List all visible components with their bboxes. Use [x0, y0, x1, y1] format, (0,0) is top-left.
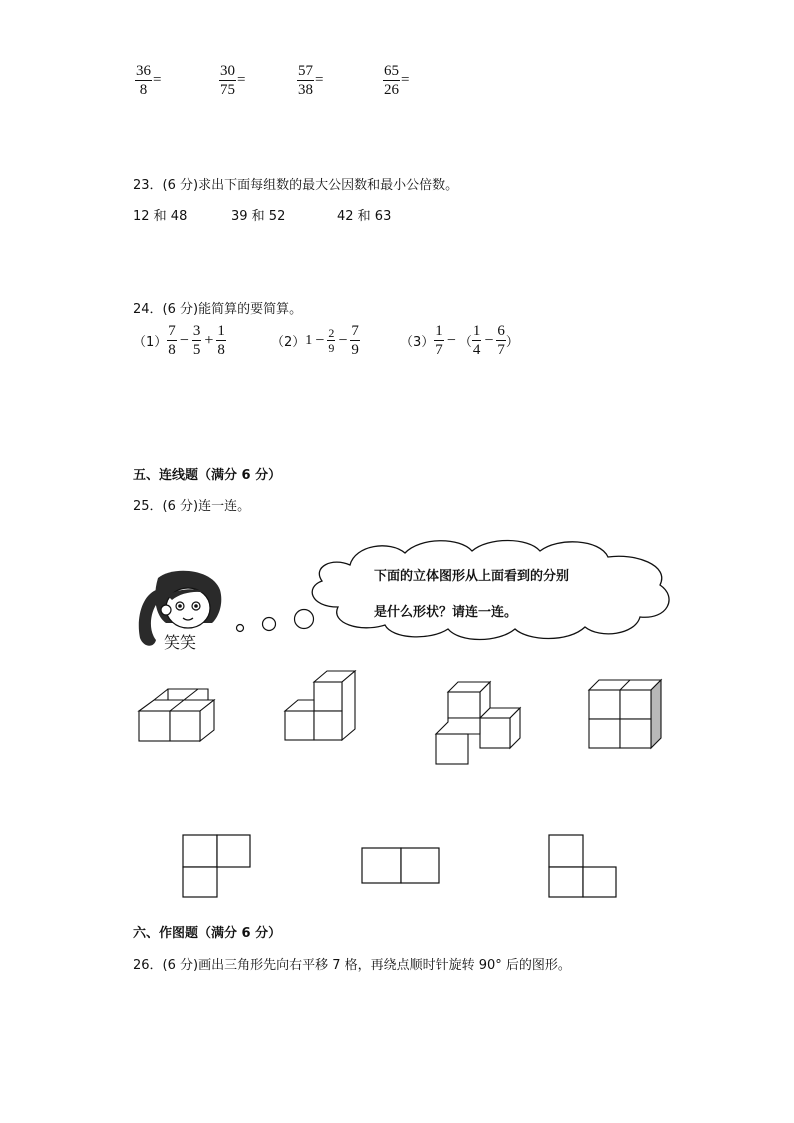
equals-sign: = [315, 72, 324, 88]
q23-pair-2: 39 和 52 [231, 209, 286, 224]
part-label: （3） [400, 335, 435, 350]
q24-part-1 [133, 322, 226, 359]
q24-part-3 [400, 322, 519, 359]
fraction-denominator: 5 [192, 342, 201, 358]
girl-character-illustration [132, 568, 232, 652]
q23-pair-3: 42 和 63 [337, 209, 392, 224]
solid-figure-1 [134, 686, 220, 746]
fraction-2 [219, 62, 245, 99]
minus-sign: − [446, 331, 456, 349]
minus-sign: − [315, 331, 325, 349]
fraction-numerator: 57 [298, 63, 313, 79]
character-name-label: 笑笑 [163, 633, 197, 652]
fraction-numerator: 6 [497, 323, 505, 339]
bubble-line-2: 是什么形状？请连一连。 [374, 605, 518, 620]
fraction-denominator: 9 [328, 341, 335, 355]
plus-sign: + [204, 331, 214, 349]
q23-pair-1: 12 和 48 [133, 209, 188, 224]
fraction-denominator: 7 [497, 342, 505, 358]
solid-figure-4 [585, 676, 665, 752]
fraction-numerator: 1 [435, 323, 443, 339]
q24-title: 24．(6 分)能简算的要简算。 [133, 302, 303, 317]
fraction-denominator: 7 [435, 342, 443, 358]
fraction-denominator: 75 [220, 82, 235, 98]
fraction-denominator: 4 [472, 342, 481, 358]
minus-sign: − [484, 331, 494, 349]
fraction-numerator: 7 [168, 323, 176, 339]
thought-dots [232, 605, 318, 635]
solid-figure-3 [432, 678, 524, 766]
fraction-numerator: 7 [351, 323, 359, 339]
fraction-denominator: 8 [217, 342, 225, 358]
top-view-shape-a[interactable] [180, 832, 254, 900]
top-view-shape-b[interactable] [360, 846, 442, 886]
top-view-shape-c[interactable] [546, 832, 620, 900]
fraction-numerator: 3 [192, 323, 201, 339]
fraction-numerator: 36 [136, 63, 151, 79]
fraction-1 [135, 62, 161, 99]
part-label: （2） [271, 335, 306, 350]
part-label: （1） [133, 335, 168, 350]
q24-part-2 [271, 322, 360, 359]
thought-cloud [300, 535, 680, 645]
fraction-numerator: 30 [220, 63, 235, 79]
equals-sign: = [401, 72, 410, 88]
fraction-numerator: 2 [328, 326, 335, 340]
fraction-denominator: 9 [351, 342, 359, 358]
whole-number: 1 [305, 332, 313, 348]
section5-heading: 五、连线题（满分 6 分） [133, 468, 282, 483]
minus-sign: − [338, 331, 348, 349]
solid-figure-2 [281, 668, 361, 746]
q23-title: 23．(6 分)求出下面每组数的最大公因数和最小公倍数。 [133, 178, 459, 193]
fraction-denominator: 38 [298, 82, 313, 98]
equals-sign: = [153, 72, 162, 88]
minus-sign: − [179, 331, 189, 349]
right-paren: ） [505, 335, 519, 350]
fraction-denominator: 8 [168, 342, 176, 358]
fraction-numerator: 1 [472, 323, 481, 339]
fraction-4 [383, 62, 409, 99]
bubble-line-1: 下面的立体图形从上面看到的分别 [374, 569, 570, 584]
fraction-numerator: 1 [217, 323, 225, 339]
equals-sign: = [237, 72, 246, 88]
q26-title: 26．(6 分)画出三角形先向右平移 7 格，再绕点顺时针旋转 90° 后的图形。 [133, 958, 571, 973]
q25-title: 25．(6 分)连一连。 [133, 499, 251, 514]
fraction-denominator: 8 [139, 82, 148, 98]
fraction-denominator: 26 [384, 82, 399, 98]
fraction-3 [297, 62, 323, 99]
fraction-numerator: 65 [384, 63, 399, 79]
left-paren: （ [458, 335, 472, 350]
section6-heading: 六、作图题（满分 6 分） [133, 926, 282, 941]
